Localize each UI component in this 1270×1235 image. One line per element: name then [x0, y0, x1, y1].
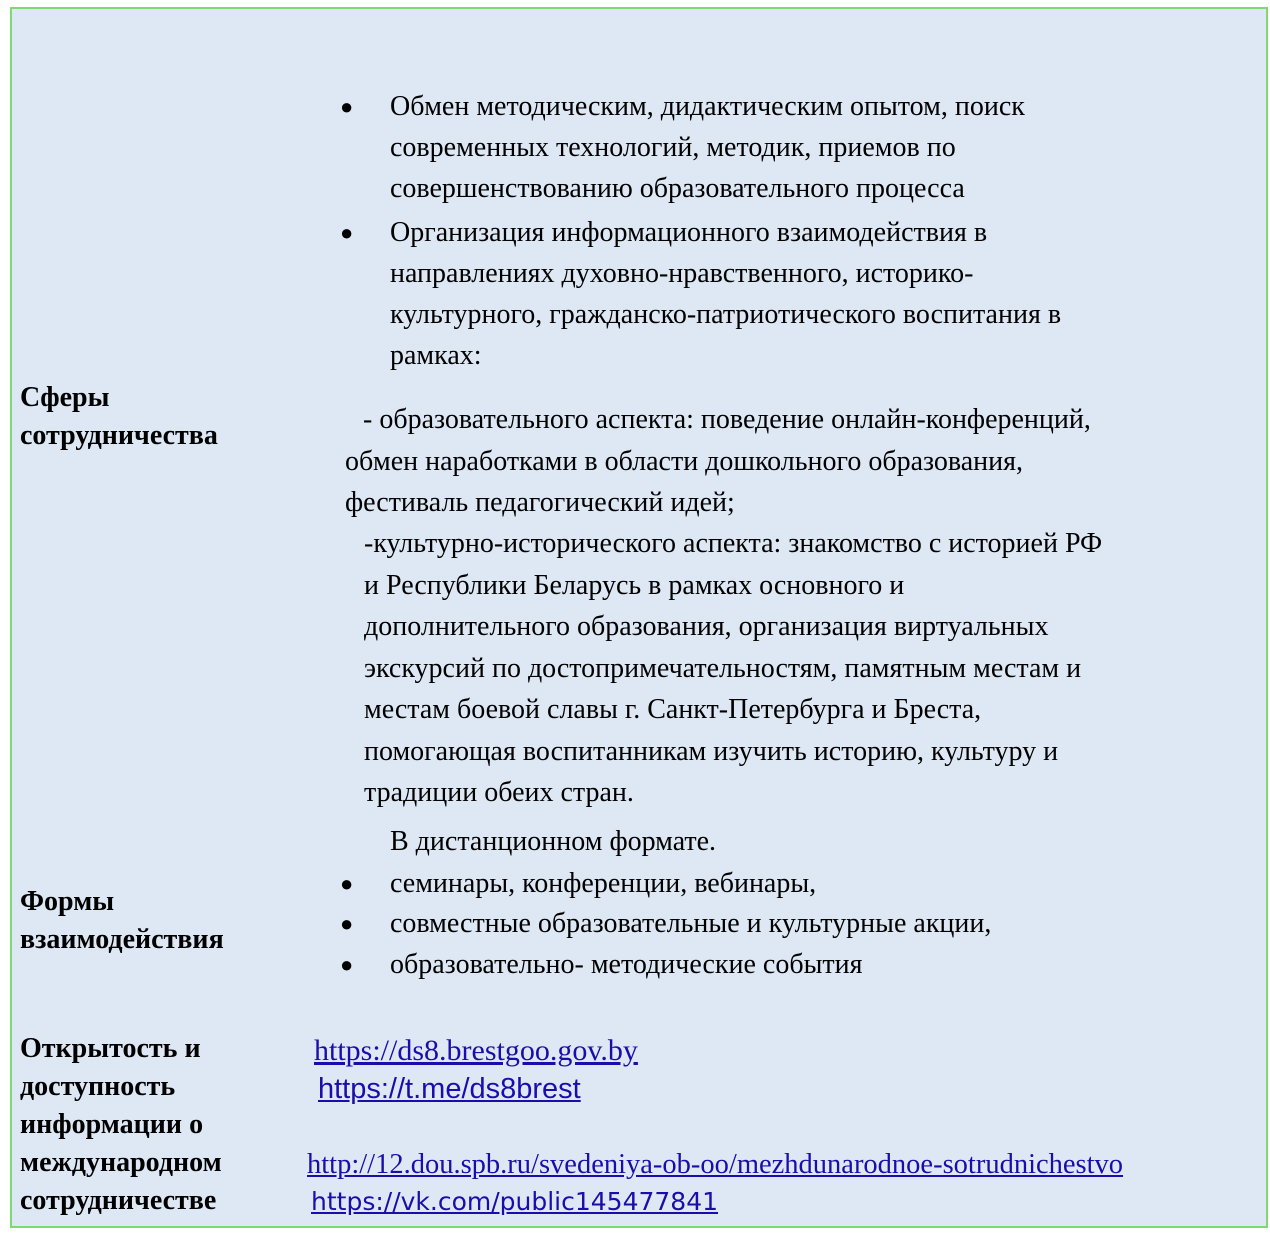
- education-aspect-line-3: фестиваль педагогический идей;: [345, 487, 735, 518]
- spheres-bullet-2-line-4: рамках:: [390, 340, 482, 371]
- spheres-label: Сферы сотрудничества: [20, 382, 218, 451]
- bullet-icon: ●: [340, 911, 354, 936]
- bullet-icon: ●: [340, 952, 354, 977]
- culture-aspect-line-1: -культурно-исторического аспекта: знакомство с историей РФ: [364, 528, 1103, 559]
- culture-aspect-line-2: и Республики Беларусь в рамках основного и: [364, 570, 905, 601]
- spheres-bullet-1-line-1: Обмен методическим, дидактическим опытом, поиск: [390, 91, 1025, 122]
- culture-aspect-line-4: экскурсий по достопримечательностям, памятным местам и: [364, 653, 1082, 684]
- vk-link[interactable]: https://vk.com/public145477841: [311, 1187, 719, 1216]
- culture-aspect-line-7: традиции обеих стран.: [364, 777, 634, 808]
- telegram-link[interactable]: https://t.me/ds8brest: [318, 1073, 581, 1105]
- openness-label: Открытость и доступность информации о международном сотрудничестве: [20, 1033, 222, 1216]
- culture-aspect-line-3: дополнительного образования, организация виртуальных: [364, 611, 1049, 642]
- culture-aspect-line-5: местам боевой славы г. Санкт-Петербурга и Бреста,: [364, 694, 982, 725]
- kindergarten-site-link[interactable]: https://ds8.brestgoo.gov.by: [314, 1034, 638, 1067]
- spheres-bullet-2-line-2: направлениях духовно-нравственного, историко-: [390, 258, 974, 289]
- spheres-bullet-1-line-3: совершенствованию образовательного процесса: [390, 173, 965, 204]
- forms-item: семинары, конференции, вебинары,: [390, 868, 817, 899]
- forms-item: совместные образовательные и культурные акции,: [390, 908, 992, 939]
- cooperation-table: [10, 7, 1268, 1228]
- spheres-bullet-2-line-1: Организация информационного взаимодействия в: [390, 217, 988, 248]
- culture-aspect-line-6: помогающая воспитанникам изучить историю, культуру и: [364, 736, 1059, 767]
- bullet-icon: ●: [340, 871, 354, 896]
- forms-label: Формы взаимодействия: [20, 886, 224, 955]
- forms-item: образовательно- методические события: [390, 949, 863, 980]
- education-aspect-line-1: - образовательного аспекта: поведение онлайн-конференций,: [363, 404, 1091, 435]
- bullet-icon: ●: [340, 94, 354, 119]
- bullet-icon: ●: [340, 220, 354, 245]
- spheres-bullet-2-line-3: культурного, гражданско-патриотического воспитания в: [390, 299, 1062, 330]
- education-aspect-line-2: обмен наработками в области дошкольного образования,: [345, 446, 1024, 477]
- spb-cooperation-link[interactable]: http://12.dou.spb.ru/svedeniya-ob-oo/mezhdunarodnoe-sotrudnichestvo: [307, 1149, 1124, 1180]
- spheres-bullet-1-line-2: современных технологий, методик, приемов по: [390, 132, 956, 163]
- forms-intro: В дистанционном формате.: [390, 826, 717, 857]
